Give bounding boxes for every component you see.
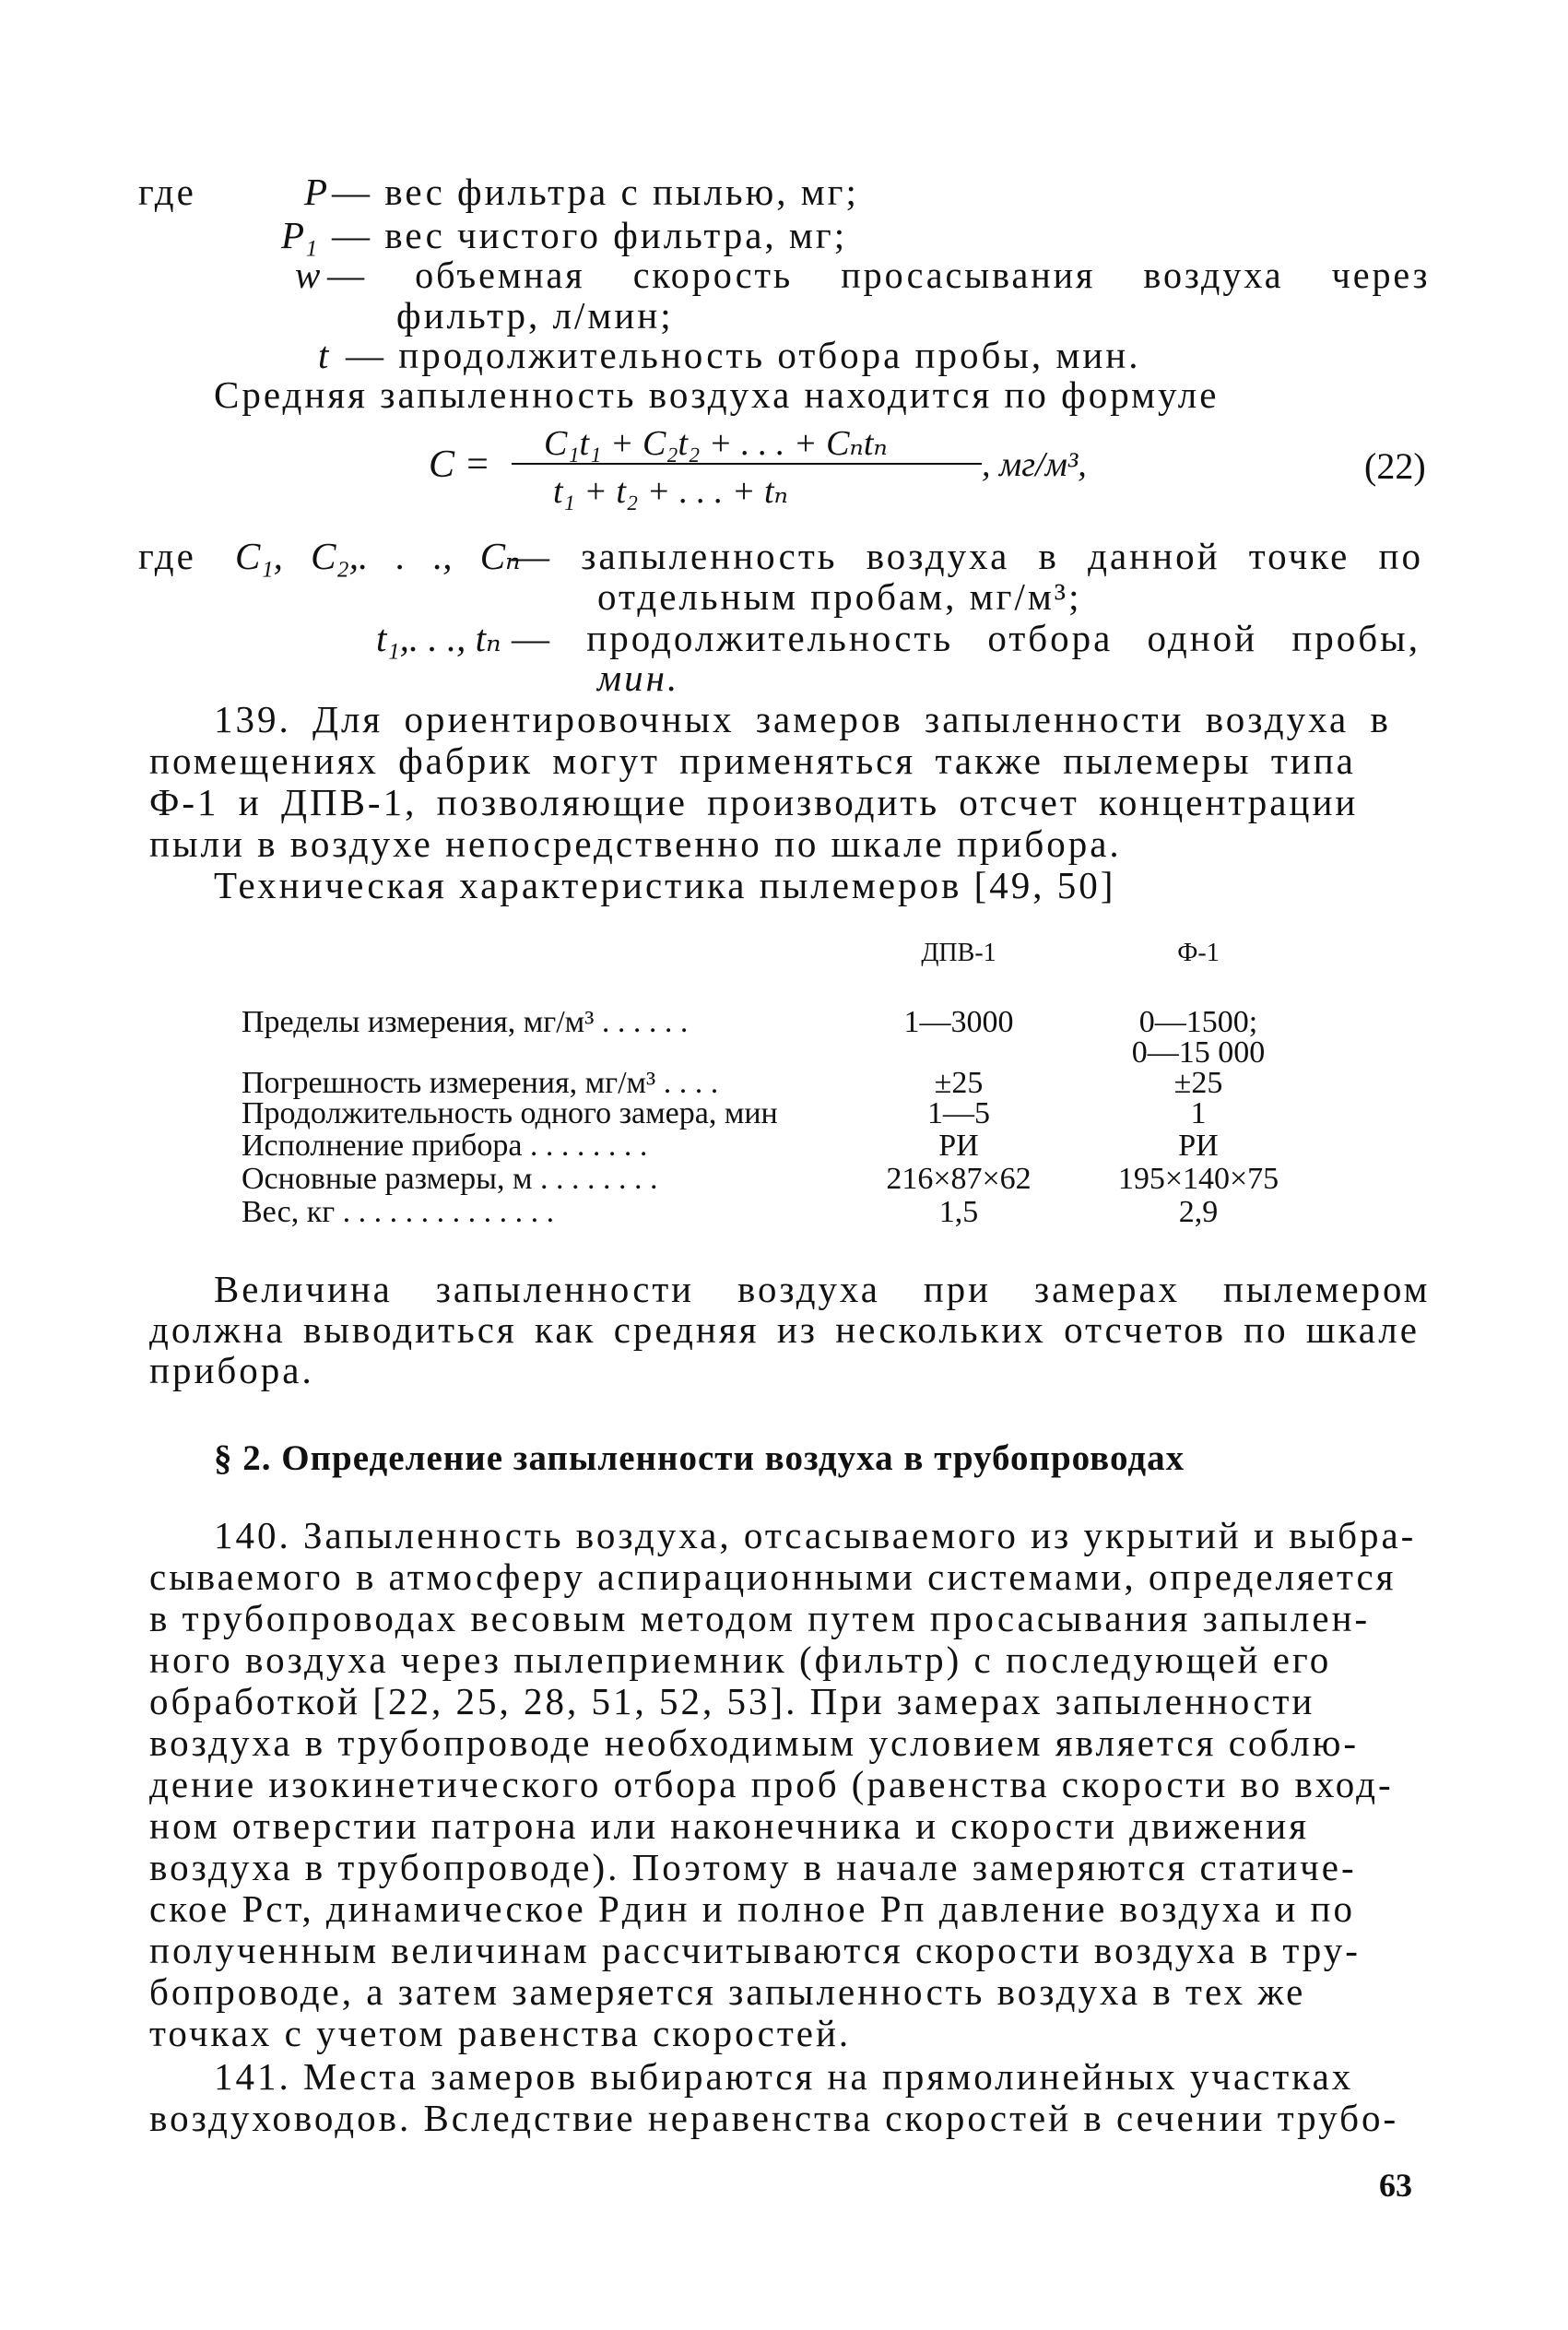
formula-units: , мг/м³, — [982, 445, 1087, 484]
cell-design-dpv: РИ — [938, 1129, 979, 1163]
cell-error-f: ±25 — [1173, 1066, 1223, 1100]
row-label-weight: Вес, кг . . . . . . . . . . . . . . — [242, 1195, 555, 1229]
section-heading: § 2. Определение запыленности воздуха в трубопроводах — [214, 1438, 1185, 1478]
table-caption: Техническая характеристика пылемеров [49, 50] — [214, 864, 1116, 906]
p140-line-11: полученным величинам рассчитываются скорости воздуха в тру- — [149, 1929, 1361, 1971]
symbol-p1: P₁ — [281, 214, 318, 256]
row-label-dimensions: Основные размеры, м . . . . . . . . — [242, 1162, 658, 1196]
formula-intro: Средняя запыленность воздуха находится по формуле — [214, 373, 1220, 416]
p139-line-4: пыли в воздухе непосредственно по шкале прибора. — [149, 822, 1122, 865]
formula-denominator: t₁ + t₂ + . . . + tₙ — [553, 472, 788, 511]
cell-weight-f: 2,9 — [1178, 1195, 1219, 1229]
p140-line-7: дение изокинетического отбора проб (равенства скорости во вход- — [149, 1763, 1394, 1805]
fraction-bar — [512, 463, 982, 465]
def-c-cont: отдельным пробам, мг/м³; — [597, 575, 1082, 618]
symbol-c-list: C₁, C₂,. . ., Cₙ — [235, 535, 521, 577]
p140-line-2: сываемого в атмосферу аспирационными системами, определяется — [149, 1555, 1397, 1598]
p140-line-4: ного воздуха через пылеприемник (фильтр) с последующей его — [149, 1638, 1332, 1681]
pat-line-1: Величина запыленности воздуха при замерах пылемером — [214, 1268, 1431, 1310]
symbol-w: w — [295, 254, 321, 296]
row-label-duration: Продолжительность одного замера, мин — [242, 1096, 778, 1130]
p140-line-13: точках с учетом равенства скоростей. — [149, 2012, 852, 2054]
p140-line-9: воздуха в трубопроводе). Поэтому в начале замеряются статиче- — [149, 1846, 1357, 1888]
cell-weight-dpv: 1,5 — [938, 1195, 979, 1229]
def-t: — продолжительность отбора пробы, мин. — [346, 334, 1141, 376]
cell-error-dpv: ±25 — [934, 1066, 984, 1100]
cell-range-f-2: 0—15 000 — [1131, 1035, 1266, 1070]
row-label-range: Пределы измерения, мг/м³ . . . . . . — [242, 1005, 689, 1039]
where-label: где — [138, 171, 196, 213]
def-t-list-cont: мин. — [597, 656, 680, 699]
symbol-t-list: t₁,. . ., tₙ — [376, 617, 501, 659]
formula-number: (22) — [1364, 445, 1426, 487]
def-c: — запыленность воздуха в данной точке по — [512, 535, 1423, 577]
p140-line-8: ном отверстии патрона или наконечника и скорости движения — [149, 1804, 1310, 1847]
p139-line-2: помещениях фабрик могут применяться также пылемеры типа — [149, 739, 1356, 782]
page-number: 63 — [1379, 2167, 1412, 2204]
cell-dimensions-dpv: 216×87×62 — [886, 1162, 1032, 1196]
def-t-list: — продолжительность отбора одной пробы, — [512, 617, 1421, 659]
row-label-error: Погрешность измерения, мг/м³ . . . . — [242, 1066, 719, 1100]
p139-line-1: 139. Для ориентировочных замеров запыленности воздуха в — [214, 698, 1391, 740]
p140-line-10: ское Pст, динамическое Pдин и полное Pп давление воздуха и по — [149, 1887, 1355, 1930]
p140-line-3: в трубопроводах весовым методом путем просасывания запылен- — [149, 1597, 1371, 1639]
def-p1: — вес чистого фильтра, мг; — [332, 214, 848, 256]
cell-duration-f: 1 — [1190, 1096, 1207, 1130]
p140-line-12: бопроводе, а затем замеряется запыленность воздуха в тех же — [149, 1970, 1306, 2013]
p139-line-3: Ф-1 и ДПВ-1, позволяющие производить отсчет концентрации — [149, 781, 1359, 823]
cell-range-dpv: 1—3000 — [903, 1005, 1014, 1039]
pat-line-3: прибора. — [149, 1349, 314, 1391]
cell-duration-dpv: 1—5 — [927, 1096, 990, 1130]
column-header-dpv: ДПВ-1 — [921, 939, 996, 967]
p141-line-1: 141. Места замеров выбираются на прямолинейных участках — [214, 2055, 1354, 2098]
symbol-p: P — [304, 171, 328, 213]
row-label-design: Исполнение прибора . . . . . . . . — [242, 1129, 648, 1163]
p140-line-1: 140. Запыленность воздуха, отсасываемого из укрытий и выбра- — [214, 1514, 1417, 1556]
formula-lhs: C = — [429, 444, 490, 486]
p140-line-5: обработкой [22, 25, 28, 51, 52, 53]. При замерах запыленности — [149, 1680, 1315, 1722]
formula-numerator: C₁t₁ + C₂t₂ + . . . + Cₙtₙ — [544, 424, 888, 463]
p140-line-6: воздуха в трубопроводе необходимым условием является соблю- — [149, 1721, 1359, 1764]
cell-design-f: РИ — [1178, 1129, 1219, 1163]
def-p: — вес фильтра с пылью, мг; — [332, 171, 859, 213]
p141-line-2: воздуховодов. Вследствие неравенства скоростей в сечении трубо- — [149, 2097, 1399, 2139]
symbol-t: t — [318, 334, 329, 376]
def-w: — объемная скорость просасывания воздуха через — [327, 254, 1431, 296]
cell-range-f: 0—1500; — [1138, 1005, 1258, 1039]
column-header-f: Ф-1 — [1177, 939, 1220, 967]
where-label-2: где — [138, 535, 196, 577]
def-w-cont: фильтр, л/мин; — [396, 294, 674, 337]
pat-line-2: должна выводиться как средняя из нескольких отсчетов по шкале — [149, 1308, 1420, 1351]
cell-dimensions-f: 195×140×75 — [1117, 1162, 1279, 1196]
